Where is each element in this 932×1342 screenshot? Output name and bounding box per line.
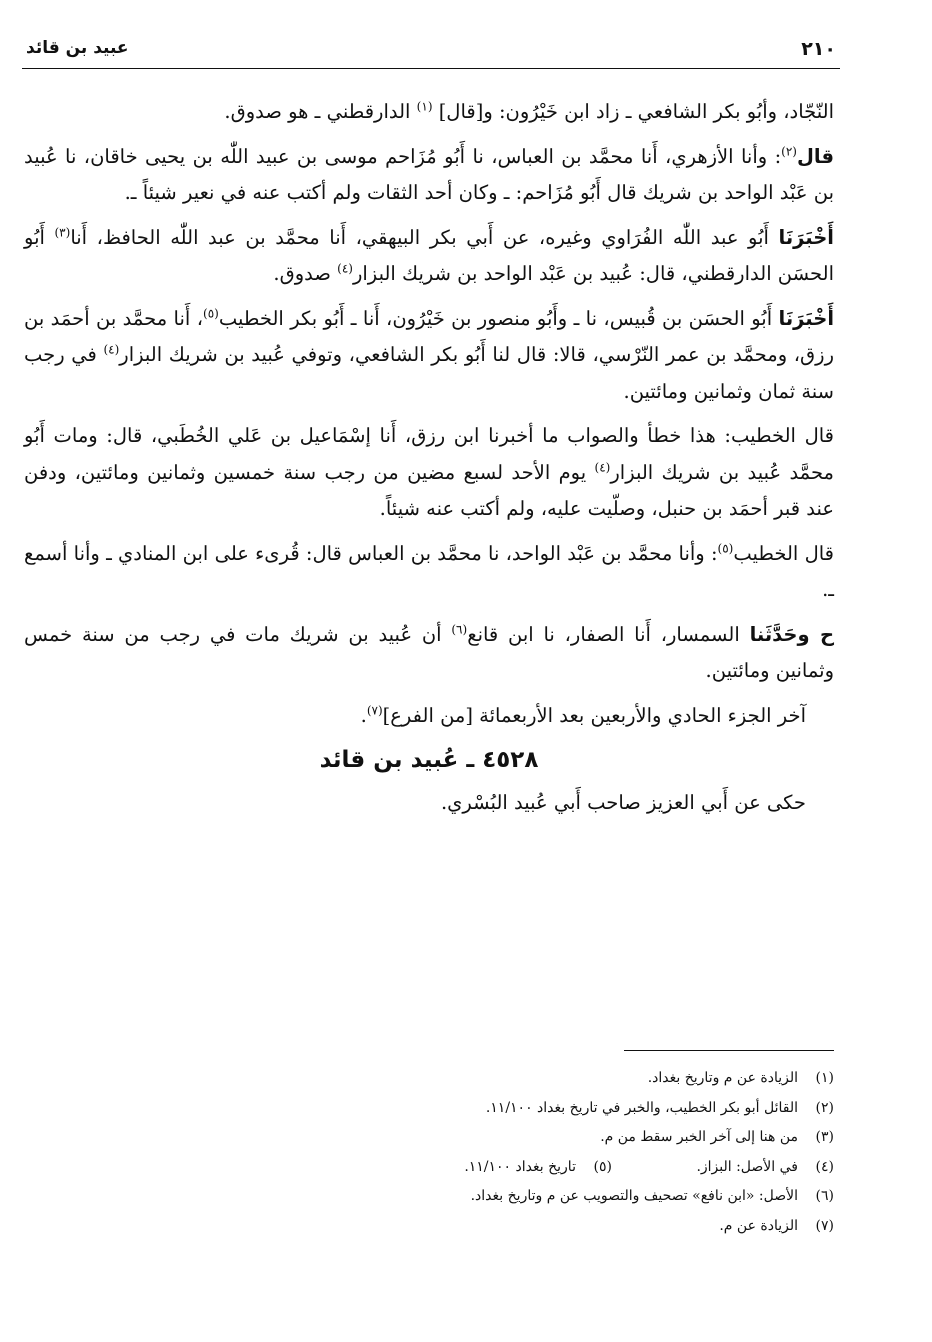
entry-text: حكى عن أَبي العزيز صاحب أَبي عُبيد البُسْري. [440, 790, 806, 814]
footnote-text: الزيادة عن م وتاريخ بغداد. [647, 1070, 798, 1086]
end-note-tail: . [360, 703, 367, 727]
paragraph-6 [24, 536, 834, 609]
footnote-ref: (٤) [594, 460, 611, 474]
footnote-ref: (٦) [451, 622, 468, 636]
paragraph-text: في رجب سنة ثمان وثمانين ومائتين. [24, 343, 834, 403]
paragraph-7 [24, 617, 834, 690]
footnote-text: تاريخ بغداد ١١/١٠٠. [464, 1158, 576, 1175]
paragraph-text: أَبُو الحسَن الدارقطني، قال: عُبيد بن عَبْد الواحد بن شريك البزار [24, 225, 834, 285]
footnote-ref: (٢) [781, 144, 797, 158]
footnote-ref: (٣) [54, 225, 71, 239]
page-number: ٢١٠ [801, 38, 836, 60]
main-text [24, 94, 834, 821]
footnote-item [24, 1094, 834, 1124]
paragraph-text: ، أَنا محمَّد بن أحمَد بن رزق، ومحمَّد بن عمر النّرْسي، قالا: قال لنا أَبُو بكر الشافعي، وتوفي عُبيد بن شريك البزار [24, 306, 835, 366]
page-header [22, 36, 840, 69]
end-note-text: آخر الجزء الحادي والأربعين بعد الأربعمائة [من الفرع] [382, 703, 806, 727]
paragraph-text: أَبُو عبد اللّٰه الفُرَاوي وغيره، عن أَبي بكر البيهقي، أَنا محمَّد بن عبد اللّٰه الحافظ، أَنا [70, 225, 779, 249]
narration-lead: أَخْبَرَنَا [778, 306, 835, 330]
narration-lead: قال [796, 144, 834, 168]
paragraph-text: : وأنا الأزهري، أَنا محمَّد بن العباس، نا أَبُو مُزَاحم موسى بن عبيد اللّٰه بن يحيى خاقان، نا عُبيد بن عَبْد الواحد بن شريك قال أَبُو مُزَاحم: ـ وكان أحد الثقات ولم أكتب عنه في نعير شيئاً ـ. [24, 144, 834, 204]
footnote-item [24, 1153, 834, 1183]
paragraph-2 [24, 139, 834, 212]
footnotes [24, 1064, 834, 1241]
running-title: عبيد بن قائد [26, 38, 129, 58]
paragraph-1 [24, 94, 834, 131]
entry-heading: ٤٥٢٨ ـ عُبيد بن قائد [319, 747, 539, 773]
footnote-number: (٦) [815, 1188, 834, 1204]
footnote-item [24, 1123, 834, 1153]
paragraph-text: : وأنا محمَّد بن عَبْد الواحد، نا محمَّد بن العباس قال: قُرىء على ابن المنادي ـ وأنا أسمع ـ. [24, 541, 834, 601]
footnote-ref: (٥) [717, 541, 734, 555]
paragraph-text: قال الخطيب [733, 541, 834, 565]
paragraph-text: أن عُبيد بن شريك مات في رجب من سنة خمس وثمانين ومائتين. [24, 622, 834, 682]
paragraph-text: قال الخطيب: هذا خطأ والصواب ما أخبرنا ابن رزق، أَنا إسْمَاعيل بن عَلي الخُطَبي، قال: ومات أَبُو محمَّد عُبيد بن شريك البزار [24, 424, 834, 484]
paragraph-3 [24, 220, 834, 293]
footnote-number: (٤) [815, 1158, 834, 1175]
footnote-text: من هنا إلى آخر الخبر سقط من م. [600, 1129, 798, 1145]
footnote-item-inline [464, 1153, 612, 1183]
footnote-number: (١) [815, 1070, 834, 1086]
footnote-number: (٧) [815, 1217, 834, 1234]
footnote-number: (٣) [815, 1129, 834, 1145]
paragraph-text: النّجّاد، وأبُو بكر الشافعي ـ زاد ابن خَيْرُون: و[قال] [432, 100, 834, 123]
paragraph-4 [24, 301, 834, 411]
footnote-text: الأصل: «ابن نافع» تصحيف والتصويب عن م وتاريخ بغداد. [470, 1188, 798, 1204]
narration-lead: أَخْبَرَنَا [778, 225, 834, 249]
footnote-ref: (٧) [366, 703, 383, 717]
paragraph-5 [24, 418, 834, 528]
footnote-ref: (٥) [203, 306, 219, 320]
footnote-text: الزيادة عن م. [719, 1217, 798, 1234]
footnote-item [24, 1182, 834, 1212]
footnote-ref: (١) [416, 99, 433, 114]
paragraph-text: يوم الأحد لسبع مضين من رجب سنة خمسين وثمانين ومائتين، ودفن عند قبر أحمَد بن حنبل، وصلّيت عليه، ولم أكتب عنه شيئاً. [24, 460, 834, 520]
footnote-item [24, 1064, 834, 1094]
paragraph-text: أَبُو الحسَن بن قُبيس، نا ـ وأَبُو منصور بن خَيْرُون، أَنا ـ أَبُو بكر الخطيب [218, 306, 779, 330]
footnote-text: في الأصل: البزاز. [696, 1158, 798, 1175]
section-end-note [24, 698, 834, 735]
footnote-number: (٢) [815, 1099, 834, 1116]
footnote-divider [624, 1050, 834, 1051]
footnote-ref: (٤) [103, 342, 120, 357]
footnote-number: (٥) [593, 1158, 612, 1175]
footnote-item [24, 1212, 834, 1242]
paragraph-text: السمسار، أَنا الصفار، نا ابن قانع [467, 622, 750, 646]
narration-lead: ح وحَدَّثَنا [749, 622, 835, 646]
paragraph-text: صدوق. [273, 262, 338, 285]
footnote-ref: (٤) [337, 261, 353, 276]
paragraph-text: الدارقطني ـ هو صدوق. [224, 100, 417, 123]
footnote-text: القائل أبو بكر الخطيب، والخبر في تاريخ بغداد ١١/١٠٠. [485, 1099, 798, 1116]
